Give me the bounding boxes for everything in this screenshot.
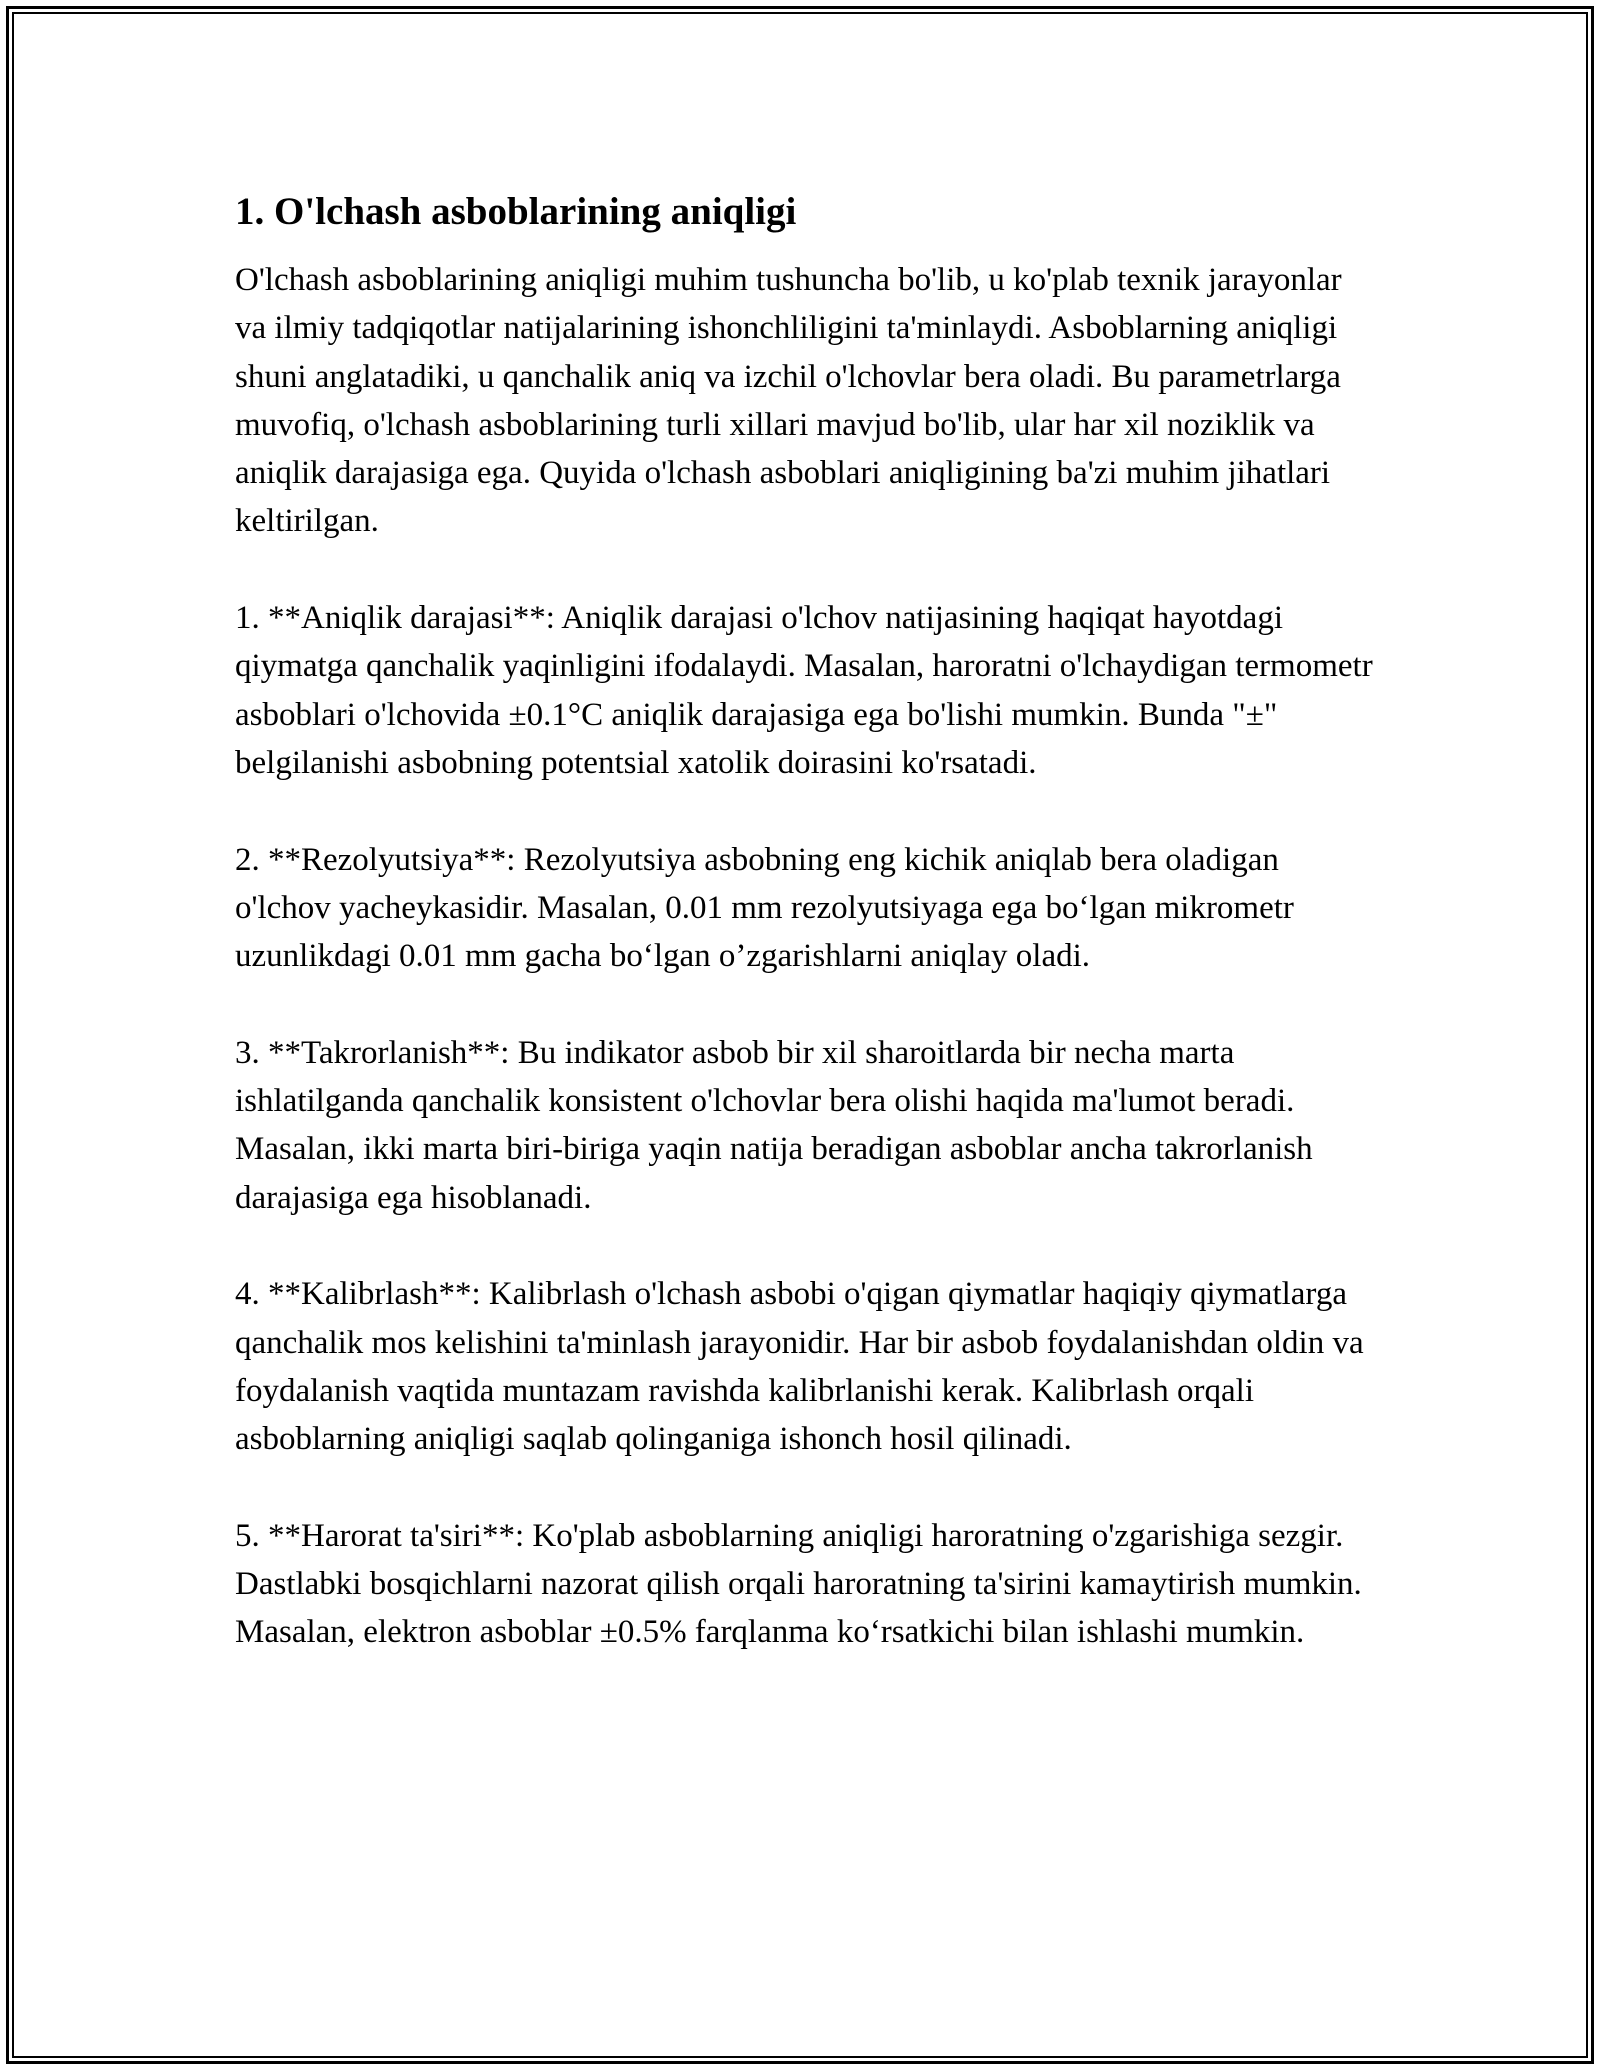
document-body [235, 186, 1375, 1705]
list-item-calibration: 4. **Kalibrlash**: Kalibrlash o'lchash asbobi o'qigan qiymatlar haqiqiy qiymatlarga qanchalik mos kelishini ta'minlash jarayonidir. Har bir asbob foydalanishdan oldin va foydalanish vaqtida muntazam ravishda kalibrlanishi kerak. Kalibrlash orqali asboblarning aniqligi saqlab qolinganiga ishonch hosil qilinadi. [235, 1276, 1364, 1458]
document-title: 1. O'lchash asboblarining aniqligi [235, 190, 797, 233]
list-item-resolution: 2. **Rezolyutsiya**: Rezolyutsiya asbobning eng kichik aniqlab bera oladigan o'lchov yacheykasidir. Masalan, 0.01 mm rezolyutsiyaga ega bo‘lgan mikrometr uzunlikdagi 0.01 mm gacha bo‘lgan o’zgarishlarni aniqlay oladi. [235, 841, 1294, 975]
list-item-repeatability: 3. **Takrorlanish**: Bu indikator asbob bir xil sharoitlarda bir necha marta ishlatilganda qanchalik konsistent o'lchovlar bera olishi haqida ma'lumot beradi. Masalan, ikki marta biri-biriga yaqin natija beradigan asboblar ancha takrorlanish darajasiga ega hisoblanadi. [235, 1034, 1313, 1216]
list-item-accuracy: 1. **Aniqlik darajasi**: Aniqlik darajasi o'lchov natijasining haqiqat hayotdagi qiymatga qanchalik yaqinligini ifodalaydi. Masalan, haroratni o'lchaydigan termometr asboblari o'lchovida ±0.1°C aniqlik darajasiga ega bo'lishi mumkin. Bunda "±" belgilanishi asbobning potentsial xatolik doirasini ko'rsatadi. [235, 600, 1373, 781]
list-item-temperature-effect: 5. **Harorat ta'siri**: Ko'plab asboblarning aniqligi haroratning o'zgarishiga sezgir. Dastlabki bosqichlarni nazorat qilish orqali haroratning ta'sirini kamaytirish mumkin. Masalan, elektron asboblar ±0.5% farqlanma ko‘rsatkichi bilan ishlashi mumkin. [235, 1517, 1362, 1651]
intro-paragraph: O'lchash asboblarining aniqligi muhim tushuncha bo'lib, u ko'plab texnik jarayonlar va ilmiy tadqiqotlar natijalarining ishonchliligini ta'minlaydi. Asboblarning aniqligi shuni anglatadiki, u qanchalik aniq va izchil o'lchovlar bera oladi. Bu parametrlarga muvofiq, o'lchash asboblarining turli xillari mavjud bo'lib, ular har xil noziklik va aniqlik darajasiga ega. Quyida o'lchash asboblari aniqligining ba'zi muhim jihatlari keltirilgan. [235, 262, 1342, 540]
